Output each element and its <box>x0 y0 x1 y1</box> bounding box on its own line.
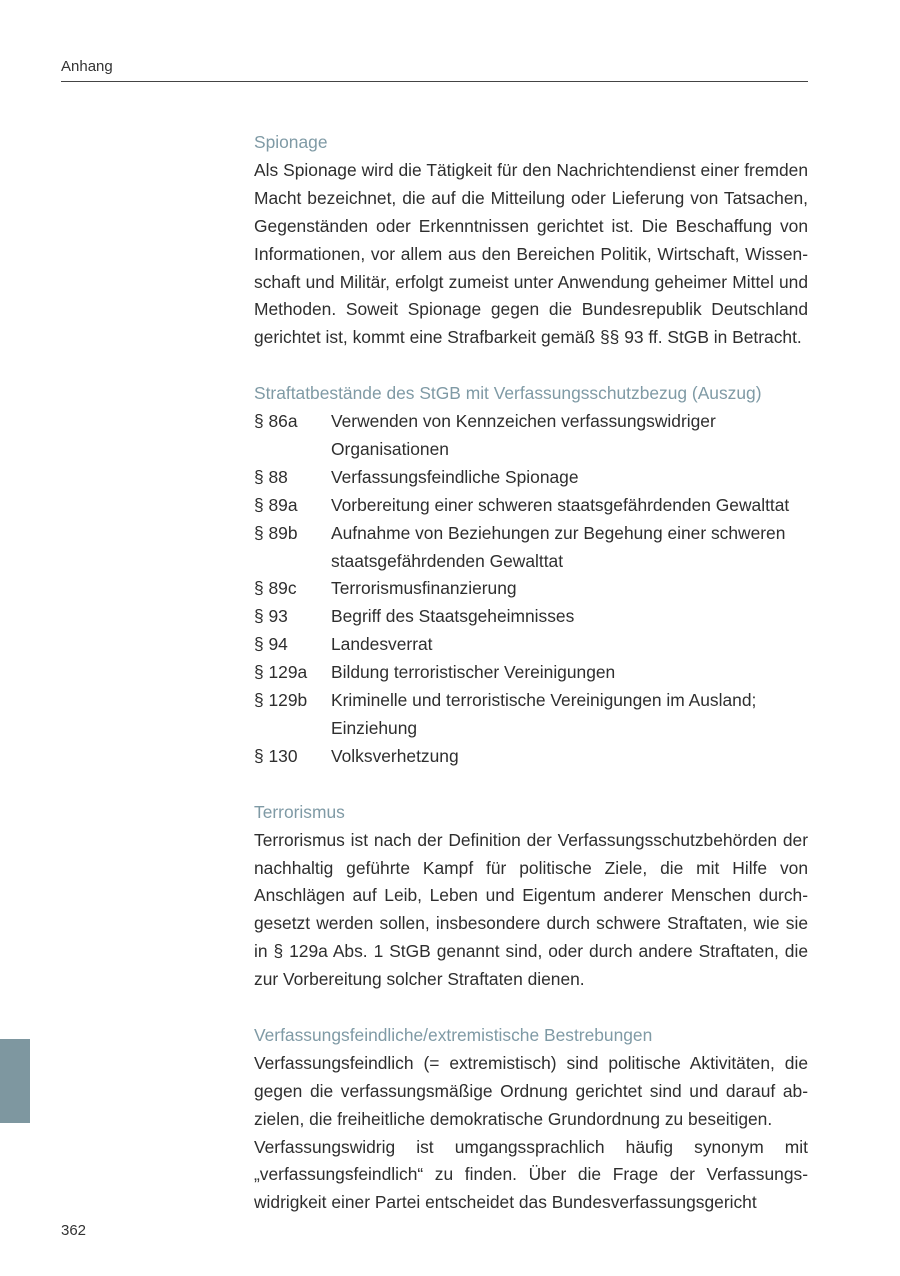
law-list-item <box>254 603 808 631</box>
law-section-number: § 86a <box>254 411 298 432</box>
law-section-number: § 129a <box>254 662 308 683</box>
section-spacer <box>254 994 808 1022</box>
law-section-number: § 130 <box>254 745 298 766</box>
law-list-item <box>254 408 808 464</box>
law-list-item <box>254 464 808 492</box>
law-list-item <box>254 687 808 743</box>
section-heading-verfassungsfeindlich: Verfassungsfeindliche/extremistische Bestrebungen <box>254 1024 653 1045</box>
law-section-title: Vorbereitung einer schweren staatsgefährdenden Gewalttat <box>331 494 790 515</box>
page-number: 362 <box>61 1222 87 1239</box>
law-section-title: Volksverhetzung <box>331 745 459 766</box>
paragraph-spionage: Als Spionage wird die Tätigkeit für den Nachrichtendienst einer fremden Macht bezeichnet, die auf die Mitteilung oder Lieferung von Tatsachen, Gegenständen oder Erkenntnissen gerichtet ist. Die Beschaffung von Informationen, vor allem aus den Bereichen Politik, Wirtschaft, Wissenschaft und Militär, erfolgt zumeist unter Anwendung geheimer Mittel und Methoden. Soweit Spionage gegen die Bundesrepublik Deutschland gerichtet ist, kommt eine Strafbarkeit gemäß §§ 93 ff. StGB in Betracht. <box>254 159 808 348</box>
law-list-item <box>254 492 808 520</box>
law-section-title: Terrorismusfinanzierung <box>331 578 517 599</box>
law-section-title: Bildung terroristischer Vereinigungen <box>331 662 616 683</box>
law-section-number: § 89a <box>254 494 298 515</box>
law-section-number: § 93 <box>254 606 288 627</box>
section-heading-spionage: Spionage <box>254 132 328 152</box>
law-list <box>254 408 808 771</box>
section-heading-straftaten: Straftatbestände des StGB mit Verfassungsschutzbezug (Auszug) <box>254 383 762 404</box>
law-list-item <box>254 659 808 687</box>
law-section-title: Begriff des Staatsgeheimnisses <box>331 606 575 627</box>
paragraph-verfassungsfeindlich: Verfassungsfeindlich (= extremistisch) sind politische Aktivitäten, die gegen die verfassungsmäßige Ordnung gerichtet sind und darauf abzielen, die freiheitliche demokratische Grundordnung zu beseitigen. <box>254 1052 808 1129</box>
paragraph-verfassungswidrig: Verfassungswidrig ist umgangssprachlich häufig synonym mit „verfassungsfeindlich“ zu finden. Über die Frage der Verfassungswidrigkeit einer Partei entscheidet das Bundesverfassungsgericht <box>254 1136 808 1213</box>
paragraph-terrorismus: Terrorismus ist nach der Definition der Verfassungsschutzbehörden der nachhaltig geführte Kampf für politische Ziele, die mit Hilfe von Anschlägen auf Leib, Leben und Eigentum anderer Menschen durchgesetzt werden sollen, insbesondere durch schwere Straftaten, wie sie in § 129a Abs. 1 StGB genannt sind, oder durch andere Straftaten, die zur Vorbereitung solcher Straftaten dienen. <box>254 829 808 990</box>
law-list-item <box>254 520 808 576</box>
law-section-title: Verwenden von Kennzeichen verfassungswidriger Organisationen <box>331 411 716 459</box>
law-section-number: § 129b <box>254 690 308 711</box>
running-head: Anhang <box>61 58 113 75</box>
law-section-title: Kriminelle und terroristische Vereinigungen im Ausland; Einziehung <box>331 690 757 739</box>
law-section-number: § 88 <box>254 466 288 487</box>
header-rule <box>61 81 808 82</box>
law-section-number: § 89b <box>254 522 298 543</box>
section-spacer <box>254 352 808 380</box>
page-body <box>254 129 808 1217</box>
law-section-number: § 89c <box>254 578 297 599</box>
section-spacer <box>254 771 808 799</box>
law-section-title: Landesverrat <box>331 634 433 655</box>
law-section-number: § 94 <box>254 634 288 655</box>
section-heading-terrorismus: Terrorismus <box>254 801 345 822</box>
law-list-item <box>254 743 808 771</box>
law-list-item <box>254 575 808 603</box>
law-list-item <box>254 631 808 659</box>
chapter-tab-marker <box>0 1039 30 1123</box>
law-section-title: Verfassungsfeindliche Spionage <box>331 466 579 487</box>
law-section-title: Aufnahme von Beziehungen zur Begehung einer schweren staatsgefährdenden Gewalttat <box>331 522 786 571</box>
